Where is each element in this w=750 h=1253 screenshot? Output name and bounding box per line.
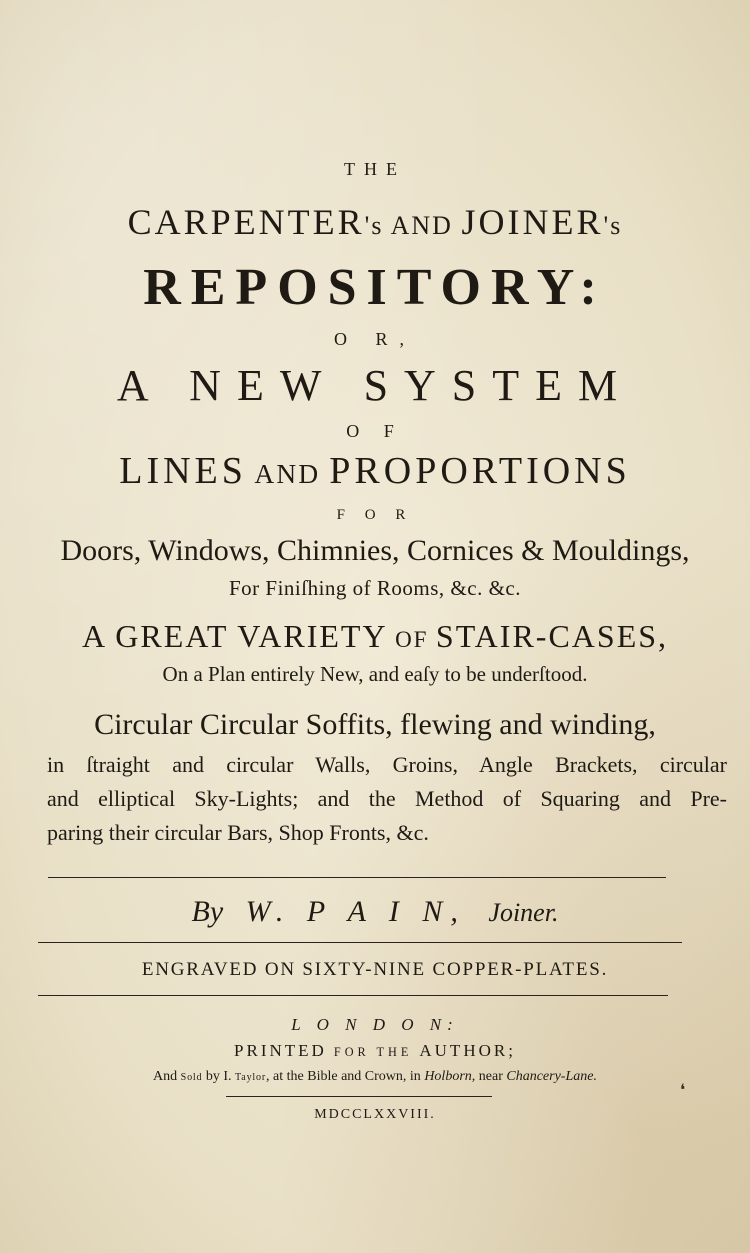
heading-repository: REPOSITORY: bbox=[143, 259, 607, 316]
heading-staircases: STAIR-CASES, bbox=[435, 618, 669, 654]
heading-great-variety: A GREAT VARIETY bbox=[81, 618, 388, 654]
imprint-printed-word: PRINTED bbox=[234, 1041, 327, 1060]
imprint-bible: , at the Bible and Crown, in bbox=[266, 1069, 425, 1084]
imprint-near: near bbox=[475, 1069, 507, 1084]
text-finishing: For Finiſhing of Rooms, &c. &c. bbox=[228, 576, 521, 600]
heading-lines-proportions bbox=[0, 452, 750, 490]
heading-lines-and: AND bbox=[246, 459, 330, 489]
text-engraved: ENGRAVED ON SIXTY-NINE COPPER-PLATES. bbox=[141, 959, 609, 980]
rule-middle-2 bbox=[38, 995, 668, 996]
imprint-printed bbox=[0, 1042, 750, 1059]
text-paragraph-2: and elliptical Sky-Lights; and the Method of Squaring and Pre- bbox=[47, 786, 727, 811]
imprint-and: And bbox=[153, 1069, 181, 1084]
author-name: W. P A I N, bbox=[245, 895, 466, 928]
rule-top bbox=[48, 877, 666, 878]
heading-stair-cases bbox=[0, 620, 750, 652]
imprint-year: MDCCLXXVIII. bbox=[314, 1107, 436, 1122]
heading-the: THE bbox=[344, 159, 406, 179]
heading-stair-of: OF bbox=[387, 626, 436, 652]
author-by: By bbox=[191, 895, 224, 928]
heading-carpenter: CARPENTER bbox=[127, 202, 365, 242]
heading-carpenters-joiners bbox=[0, 204, 750, 240]
text-paragraph-3: paring their circular Bars, Shop Fronts, &c. bbox=[47, 820, 429, 845]
imprint-sold-word: Sold bbox=[180, 1072, 203, 1083]
heading-proportions: PROPORTIONS bbox=[329, 450, 631, 492]
heading-s: 's bbox=[364, 211, 384, 240]
imprint-taylor: Taylor bbox=[235, 1072, 267, 1083]
rule-bottom bbox=[226, 1096, 492, 1097]
heading-and: AND bbox=[383, 211, 462, 240]
rule-middle-1 bbox=[38, 942, 682, 943]
imprint-by: by I. bbox=[202, 1069, 236, 1084]
ink-speck-icon: ❛ bbox=[680, 1082, 686, 1099]
heading-joiner: JOINER bbox=[461, 202, 604, 242]
text-paragraph-1: in ſtraight and circular Walls, Groins, Angle Brackets, circular bbox=[47, 752, 727, 777]
heading-for: F O R bbox=[336, 507, 414, 523]
text-plan: On a Plan entirely New, and eaſy to be underſtood. bbox=[162, 662, 588, 686]
imprint-sold bbox=[0, 1070, 750, 1084]
imprint-london: L O N D O N: bbox=[291, 1015, 459, 1034]
author-trade: Joiner. bbox=[488, 898, 559, 927]
heading-or: O R, bbox=[333, 329, 416, 349]
heading-new-system: A NEW SYSTEM bbox=[116, 361, 634, 410]
heading-lines: LINES bbox=[119, 450, 247, 492]
heading-s2: 's bbox=[603, 211, 623, 240]
text-doors: Doors, Windows, Chimnies, Cornices & Mouldings, bbox=[60, 534, 690, 567]
text-circular: Circular Circular Soffits, flewing and winding, bbox=[94, 708, 656, 741]
imprint-author: AUTHOR; bbox=[419, 1041, 516, 1060]
imprint-for-the: FOR THE bbox=[326, 1045, 420, 1059]
imprint-holborn: Holborn, bbox=[424, 1069, 476, 1084]
author-line bbox=[0, 897, 750, 927]
imprint-chancery-lane: Chancery-Lane. bbox=[506, 1069, 597, 1084]
heading-of: O F bbox=[346, 421, 404, 441]
